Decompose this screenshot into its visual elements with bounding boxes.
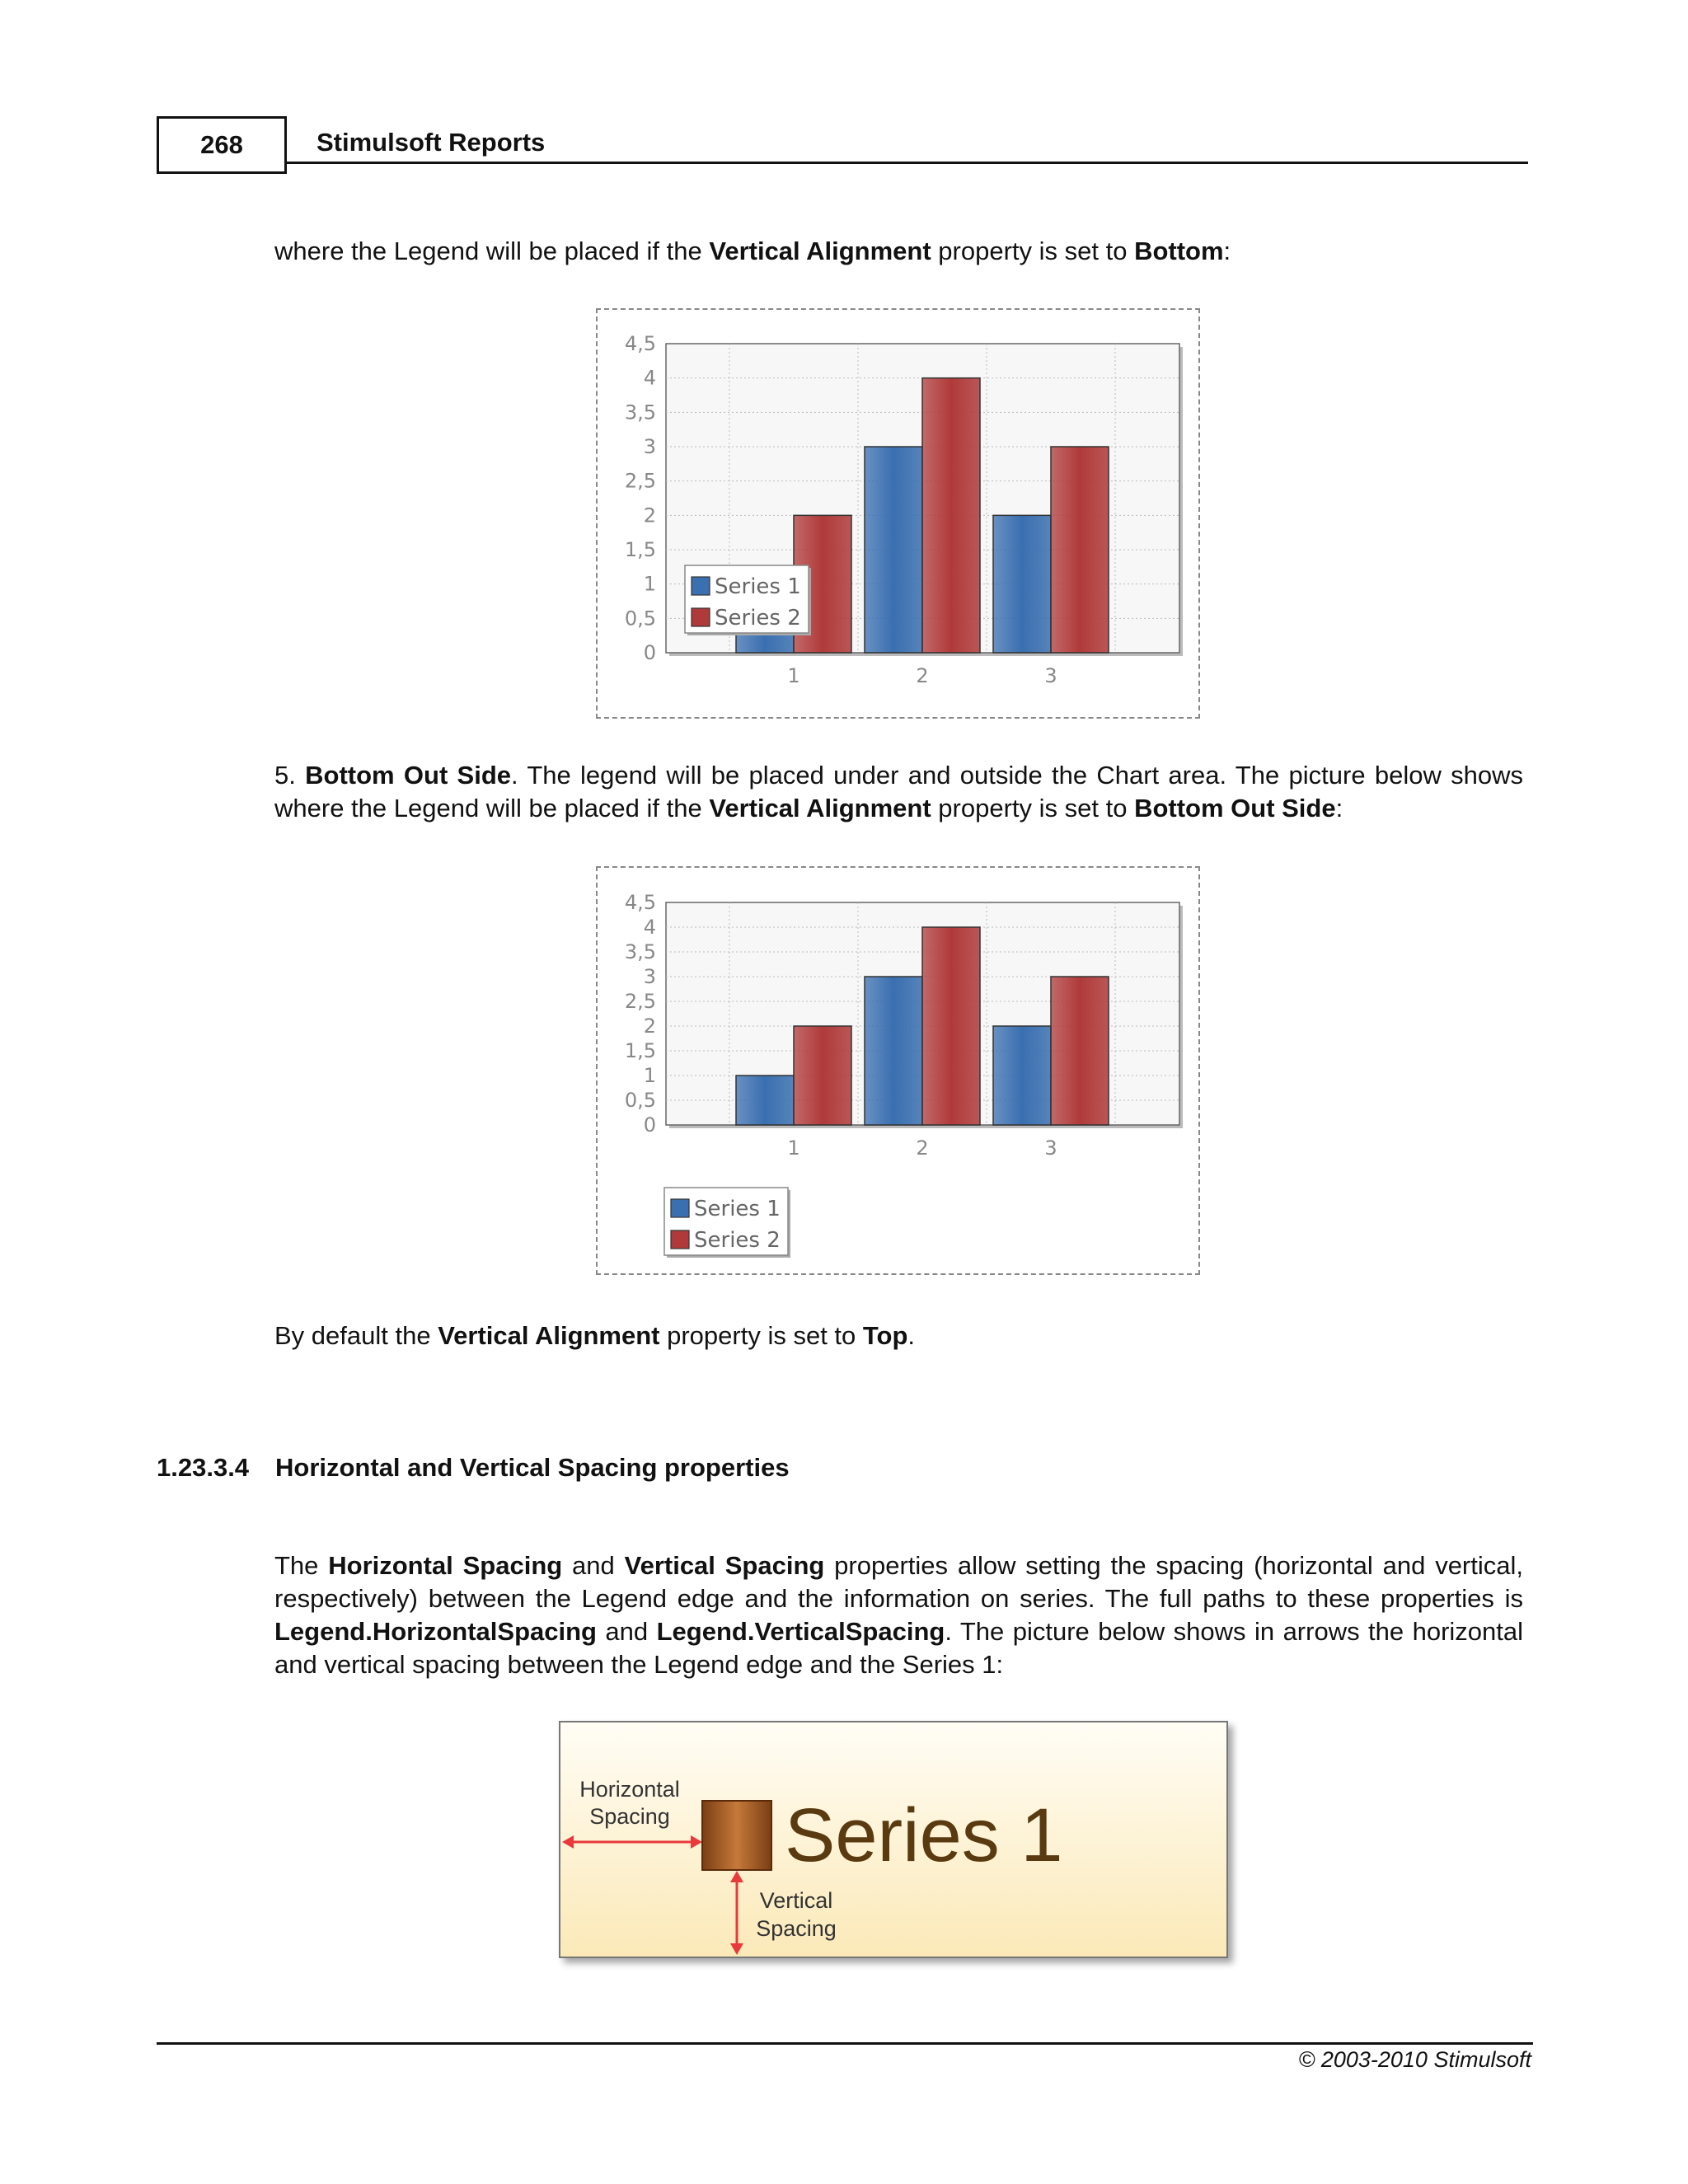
x-tick-label: 3 <box>1044 1137 1057 1160</box>
y-tick-label: 4,5 <box>624 891 656 914</box>
horizontal-spacing-label-1: Horizontal <box>579 1777 680 1802</box>
horizontal-arrow-head-right <box>691 1835 702 1849</box>
y-tick-label: 3 <box>643 435 656 458</box>
spacing-diagram <box>559 1721 1228 1958</box>
bar <box>865 977 922 1125</box>
series-1-marker <box>702 1801 771 1870</box>
paragraph-default: By default the Vertical Alignment property is set to Top. <box>274 1321 916 1350</box>
y-tick-label: 1,5 <box>624 1039 656 1062</box>
x-tick-label: 1 <box>787 1137 800 1160</box>
footer-rule <box>157 2042 1533 2045</box>
vertical-spacing-label-2: Spacing <box>756 1916 837 1941</box>
y-tick-label: 1 <box>643 1064 656 1087</box>
header-rule <box>287 162 1528 164</box>
series-1-label: Series 1 <box>785 1793 1063 1877</box>
header-title: Stimulsoft Reports <box>316 128 546 157</box>
legend-marker <box>692 608 710 626</box>
bar <box>922 378 980 653</box>
chart-bottom-frame <box>596 308 1200 719</box>
y-tick-label: 4 <box>643 366 656 390</box>
y-tick-label: 0 <box>643 641 656 664</box>
section-title: Horizontal and Vertical Spacing properties <box>275 1453 790 1482</box>
footer-copyright: © 2003-2010 Stimulsoft <box>1298 2047 1531 2072</box>
y-tick-label: 2 <box>643 504 656 527</box>
legend-label: Series 1 <box>715 574 801 599</box>
y-tick-label: 1,5 <box>624 538 656 561</box>
horizontal-arrow-head-left <box>562 1835 574 1849</box>
chart-legend-bottom-out-side <box>598 868 1198 1273</box>
x-tick-label: 3 <box>1044 664 1057 687</box>
legend-marker <box>671 1199 689 1217</box>
y-tick-label: 0,5 <box>624 1089 656 1112</box>
bar <box>865 447 922 653</box>
section-number: 1.23.3.4 <box>157 1453 250 1482</box>
y-tick-label: 2,5 <box>624 990 656 1013</box>
vertical-spacing-label-1: Vertical <box>759 1888 833 1913</box>
bar <box>1051 977 1109 1125</box>
x-tick-label: 2 <box>916 1137 929 1160</box>
legend-label: Series 1 <box>694 1197 781 1221</box>
bar <box>993 1026 1051 1125</box>
bar <box>922 927 980 1125</box>
chart-legend-bottom <box>598 310 1198 717</box>
y-tick-label: 4,5 <box>624 332 656 355</box>
y-tick-label: 2 <box>643 1015 656 1038</box>
y-tick-label: 4 <box>643 916 656 939</box>
y-tick-label: 3,5 <box>624 940 656 963</box>
y-tick-label: 3 <box>643 965 656 988</box>
bar <box>1051 447 1109 653</box>
legend-label: Series 2 <box>715 606 801 630</box>
paragraph-spacing: The Horizontal Spacing and Vertical Spacing properties allow setting the spacing (horizontal and vertical, respectively) between the Legend edge and the information on series. The full paths to these properties is Legend.HorizontalSpacing and Legend.VerticalSpacing. The picture below shows in arrows the horizontal and vertical spacing between the Legend edge and the Series 1: <box>274 1551 1524 1679</box>
x-tick-label: 2 <box>916 664 929 687</box>
paragraph-bottom-out-side: 5. Bottom Out Side. The legend will be placed under and outside the Chart area. The picture below shows where the Legend will be placed if the Vertical Alignment property is set to Bottom Out Side: <box>274 761 1523 823</box>
legend-marker <box>692 577 710 595</box>
y-tick-label: 3,5 <box>624 401 656 424</box>
y-tick-label: 1 <box>643 572 656 596</box>
horizontal-spacing-label-2: Spacing <box>589 1804 670 1829</box>
vertical-arrow-head-top <box>730 1871 743 1882</box>
chart-bottom-out-side-frame <box>596 866 1200 1275</box>
y-tick-label: 2,5 <box>624 469 656 493</box>
bar <box>736 1076 794 1125</box>
bar <box>794 1026 851 1125</box>
bar <box>993 515 1051 653</box>
y-tick-label: 0 <box>643 1113 656 1137</box>
spacing-diagram-svg <box>560 1722 1226 1957</box>
y-tick-label: 0,5 <box>624 607 656 630</box>
legend-label: Series 2 <box>694 1228 781 1253</box>
x-tick-label: 1 <box>787 664 800 687</box>
page-number: 268 <box>157 116 287 174</box>
legend-marker <box>671 1230 689 1249</box>
paragraph-bottom: where the Legend will be placed if the Vertical Alignment property is set to Bottom: <box>274 237 1231 265</box>
vertical-arrow-head-bottom <box>730 1943 743 1955</box>
